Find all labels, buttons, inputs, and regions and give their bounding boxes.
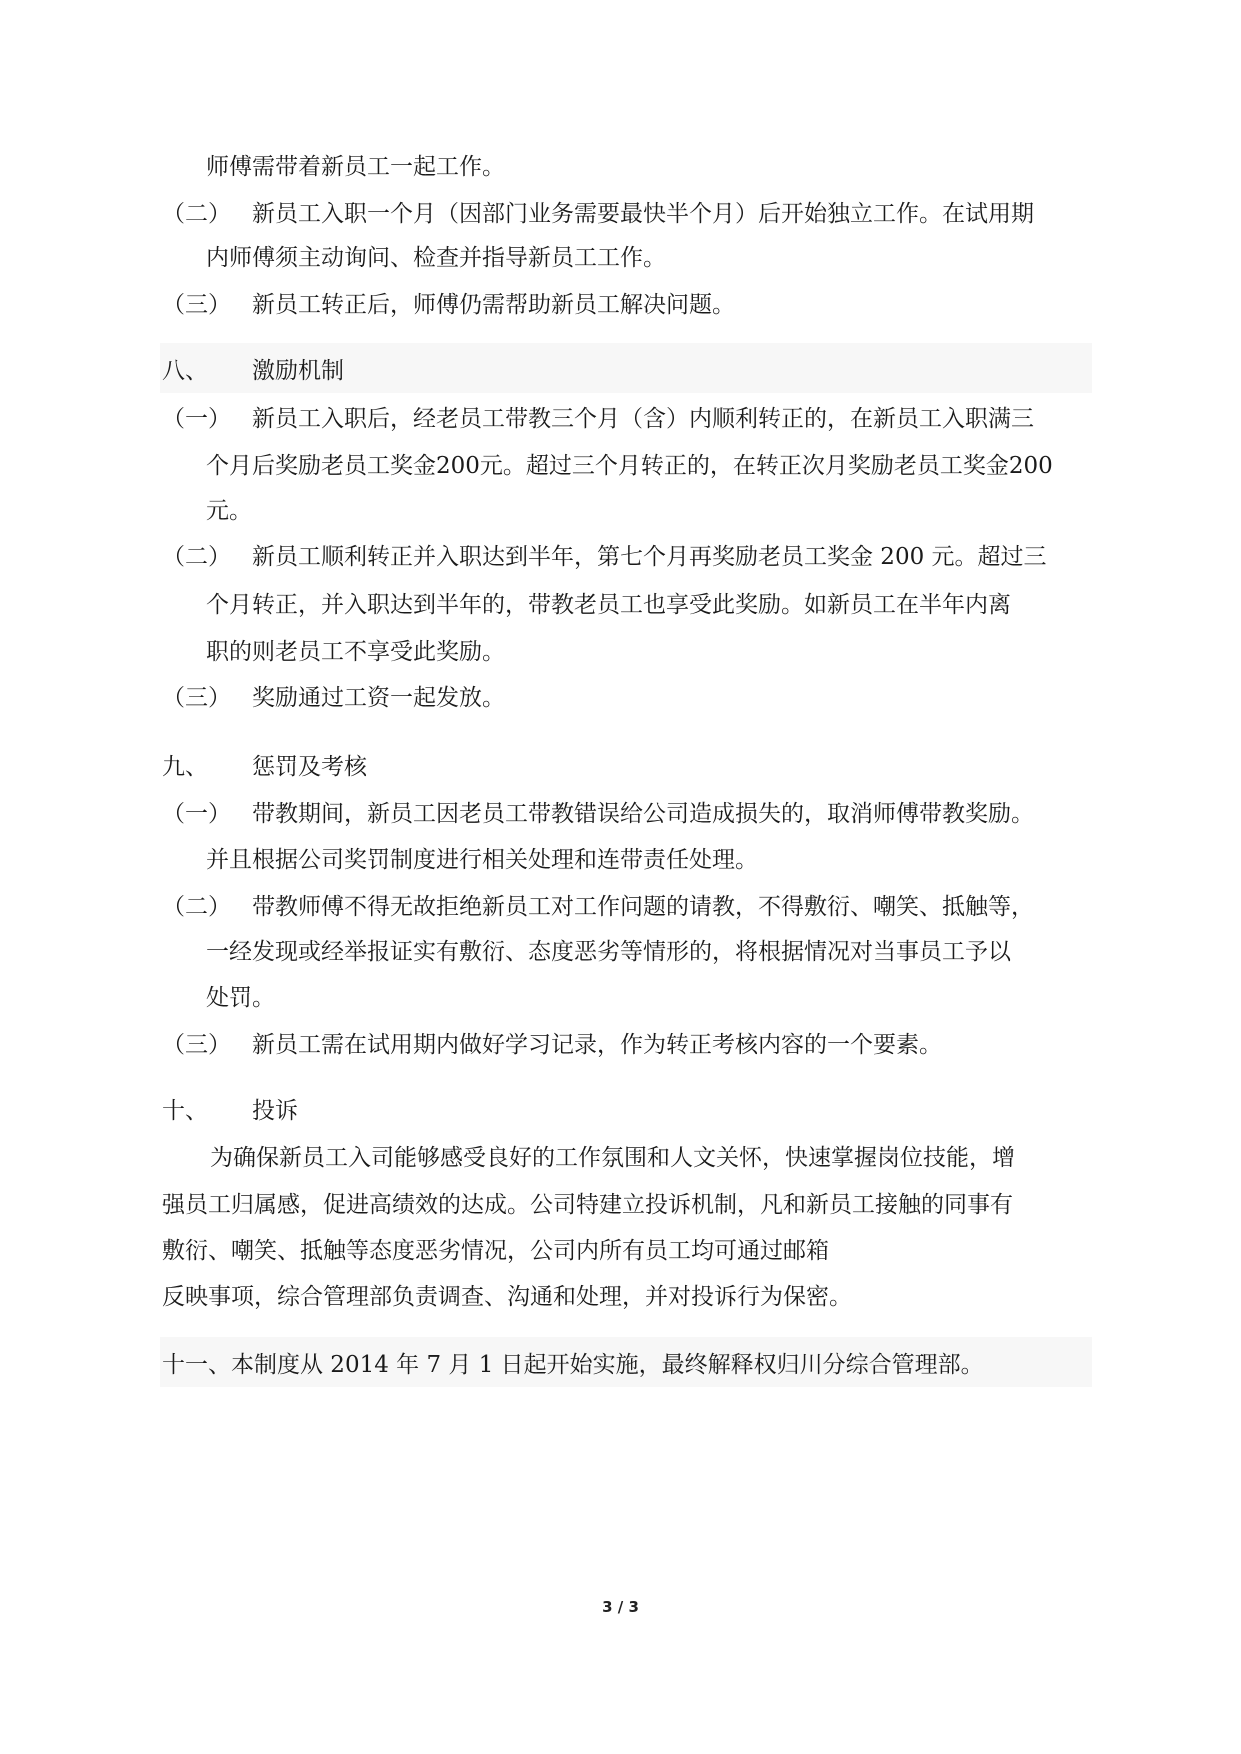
- s9-item-1: [162, 799, 1092, 829]
- s7-item-2-line2: 内师傅须主动询问、检查并指导新员工工作。: [206, 245, 666, 271]
- s9-heading-num: 九、: [162, 754, 208, 780]
- s10-paragraph-line3: 敷衍、嘲笑、抵触等态度恶劣情况，公司内所有员工均可通过邮箱: [162, 1238, 829, 1264]
- s9-item-2-line1: 带教师傅不得无故拒绝新员工对工作问题的请教，不得敷衍、嘲笑、抵触等，: [252, 894, 1034, 920]
- s7-item-3-line1: 新员工转正后，师傅仍需帮助新员工解决问题。: [252, 292, 735, 318]
- s8-item-2-line2: 个月转正，并入职达到半年的，带教老员工也享受此奖励。如新员工在半年内离: [206, 592, 1011, 618]
- s7-item-3-num: （三）: [162, 292, 231, 318]
- s8-item-1-line1: 新员工入职后，经老员工带教三个月（含）内顺利转正的，在新员工入职满三: [252, 406, 1034, 432]
- s8-item-2-line3: 职的则老员工不享受此奖励。: [206, 639, 505, 665]
- s8-item-1-line2: 个月后奖励老员工奖金200元。超过三个月转正的，在转正次月奖励老员工奖金200: [206, 453, 1053, 479]
- s9-item-3-num: （三）: [162, 1032, 231, 1058]
- s8-item-3-line1: 奖励通过工资一起发放。: [252, 685, 505, 711]
- s10-heading-title: 投诉: [252, 1098, 298, 1124]
- s9-item-1-line2: 并且根据公司奖罚制度进行相关处理和连带责任处理。: [206, 847, 758, 873]
- s7-item-3: [162, 290, 1092, 320]
- s9-item-2-line3: 处罚。: [206, 985, 275, 1011]
- s7-continuation-line: 师傅需带着新员工一起工作。: [206, 154, 505, 180]
- s8-heading-title: 激励机制: [252, 358, 344, 384]
- s7-item-2: [162, 199, 1092, 229]
- s8-item-2-line1: 新员工顺利转正并入职达到半年，第七个月再奖励老员工奖金 200 元。超过三: [252, 544, 1047, 570]
- s8-item-3-num: （三）: [162, 685, 231, 711]
- s9-item-1-line1: 带教期间，新员工因老员工带教错误给公司造成损失的，取消师傅带教奖励。: [252, 801, 1034, 827]
- s9-heading: [162, 752, 1092, 782]
- s10-paragraph-line4: 反映事项，综合管理部负责调查、沟通和处理，并对投诉行为保密。: [162, 1284, 852, 1310]
- s11-text: 十一、本制度从 2014 年 7 月 1 日起开始实施，最终解释权归川分综合管理部。: [162, 1352, 984, 1378]
- s8-item-2-num: （二）: [162, 544, 231, 570]
- s10-heading-num: 十、: [162, 1098, 208, 1124]
- s9-item-3-line1: 新员工需在试用期内做好学习记录，作为转正考核内容的一个要素。: [252, 1032, 942, 1058]
- s8-item-1: [162, 404, 1092, 434]
- s8-heading-num: 八、: [162, 358, 208, 384]
- s10-paragraph-line2: 强员工归属感，促进高绩效的达成。公司特建立投诉机制，凡和新员工接触的同事有: [162, 1192, 1013, 1218]
- s9-item-2: [162, 892, 1092, 922]
- s10-paragraph-line1: 为确保新员工入司能够感受良好的工作氛围和人文关怀，快速掌握岗位技能，增: [210, 1145, 1015, 1171]
- s10-heading: [162, 1096, 1092, 1126]
- s8-item-3: [162, 683, 1092, 713]
- s8-item-2: [162, 542, 1092, 572]
- page-number: 3 / 3: [602, 1598, 639, 1616]
- s9-item-3: [162, 1030, 1092, 1060]
- s8-item-1-num: （一）: [162, 406, 231, 432]
- s7-item-2-line1: 新员工入职一个月（因部门业务需要最快半个月）后开始独立工作。在试用期: [252, 201, 1034, 227]
- s9-item-1-num: （一）: [162, 801, 231, 827]
- s7-item-2-num: （二）: [162, 201, 231, 227]
- s8-item-1-line3: 元。: [206, 498, 252, 524]
- s9-heading-title: 惩罚及考核: [252, 754, 367, 780]
- s8-heading: [162, 356, 1092, 386]
- s9-item-2-line2: 一经发现或经举报证实有敷衍、态度恶劣等情形的，将根据情况对当事员工予以: [206, 939, 1011, 965]
- s9-item-2-num: （二）: [162, 894, 231, 920]
